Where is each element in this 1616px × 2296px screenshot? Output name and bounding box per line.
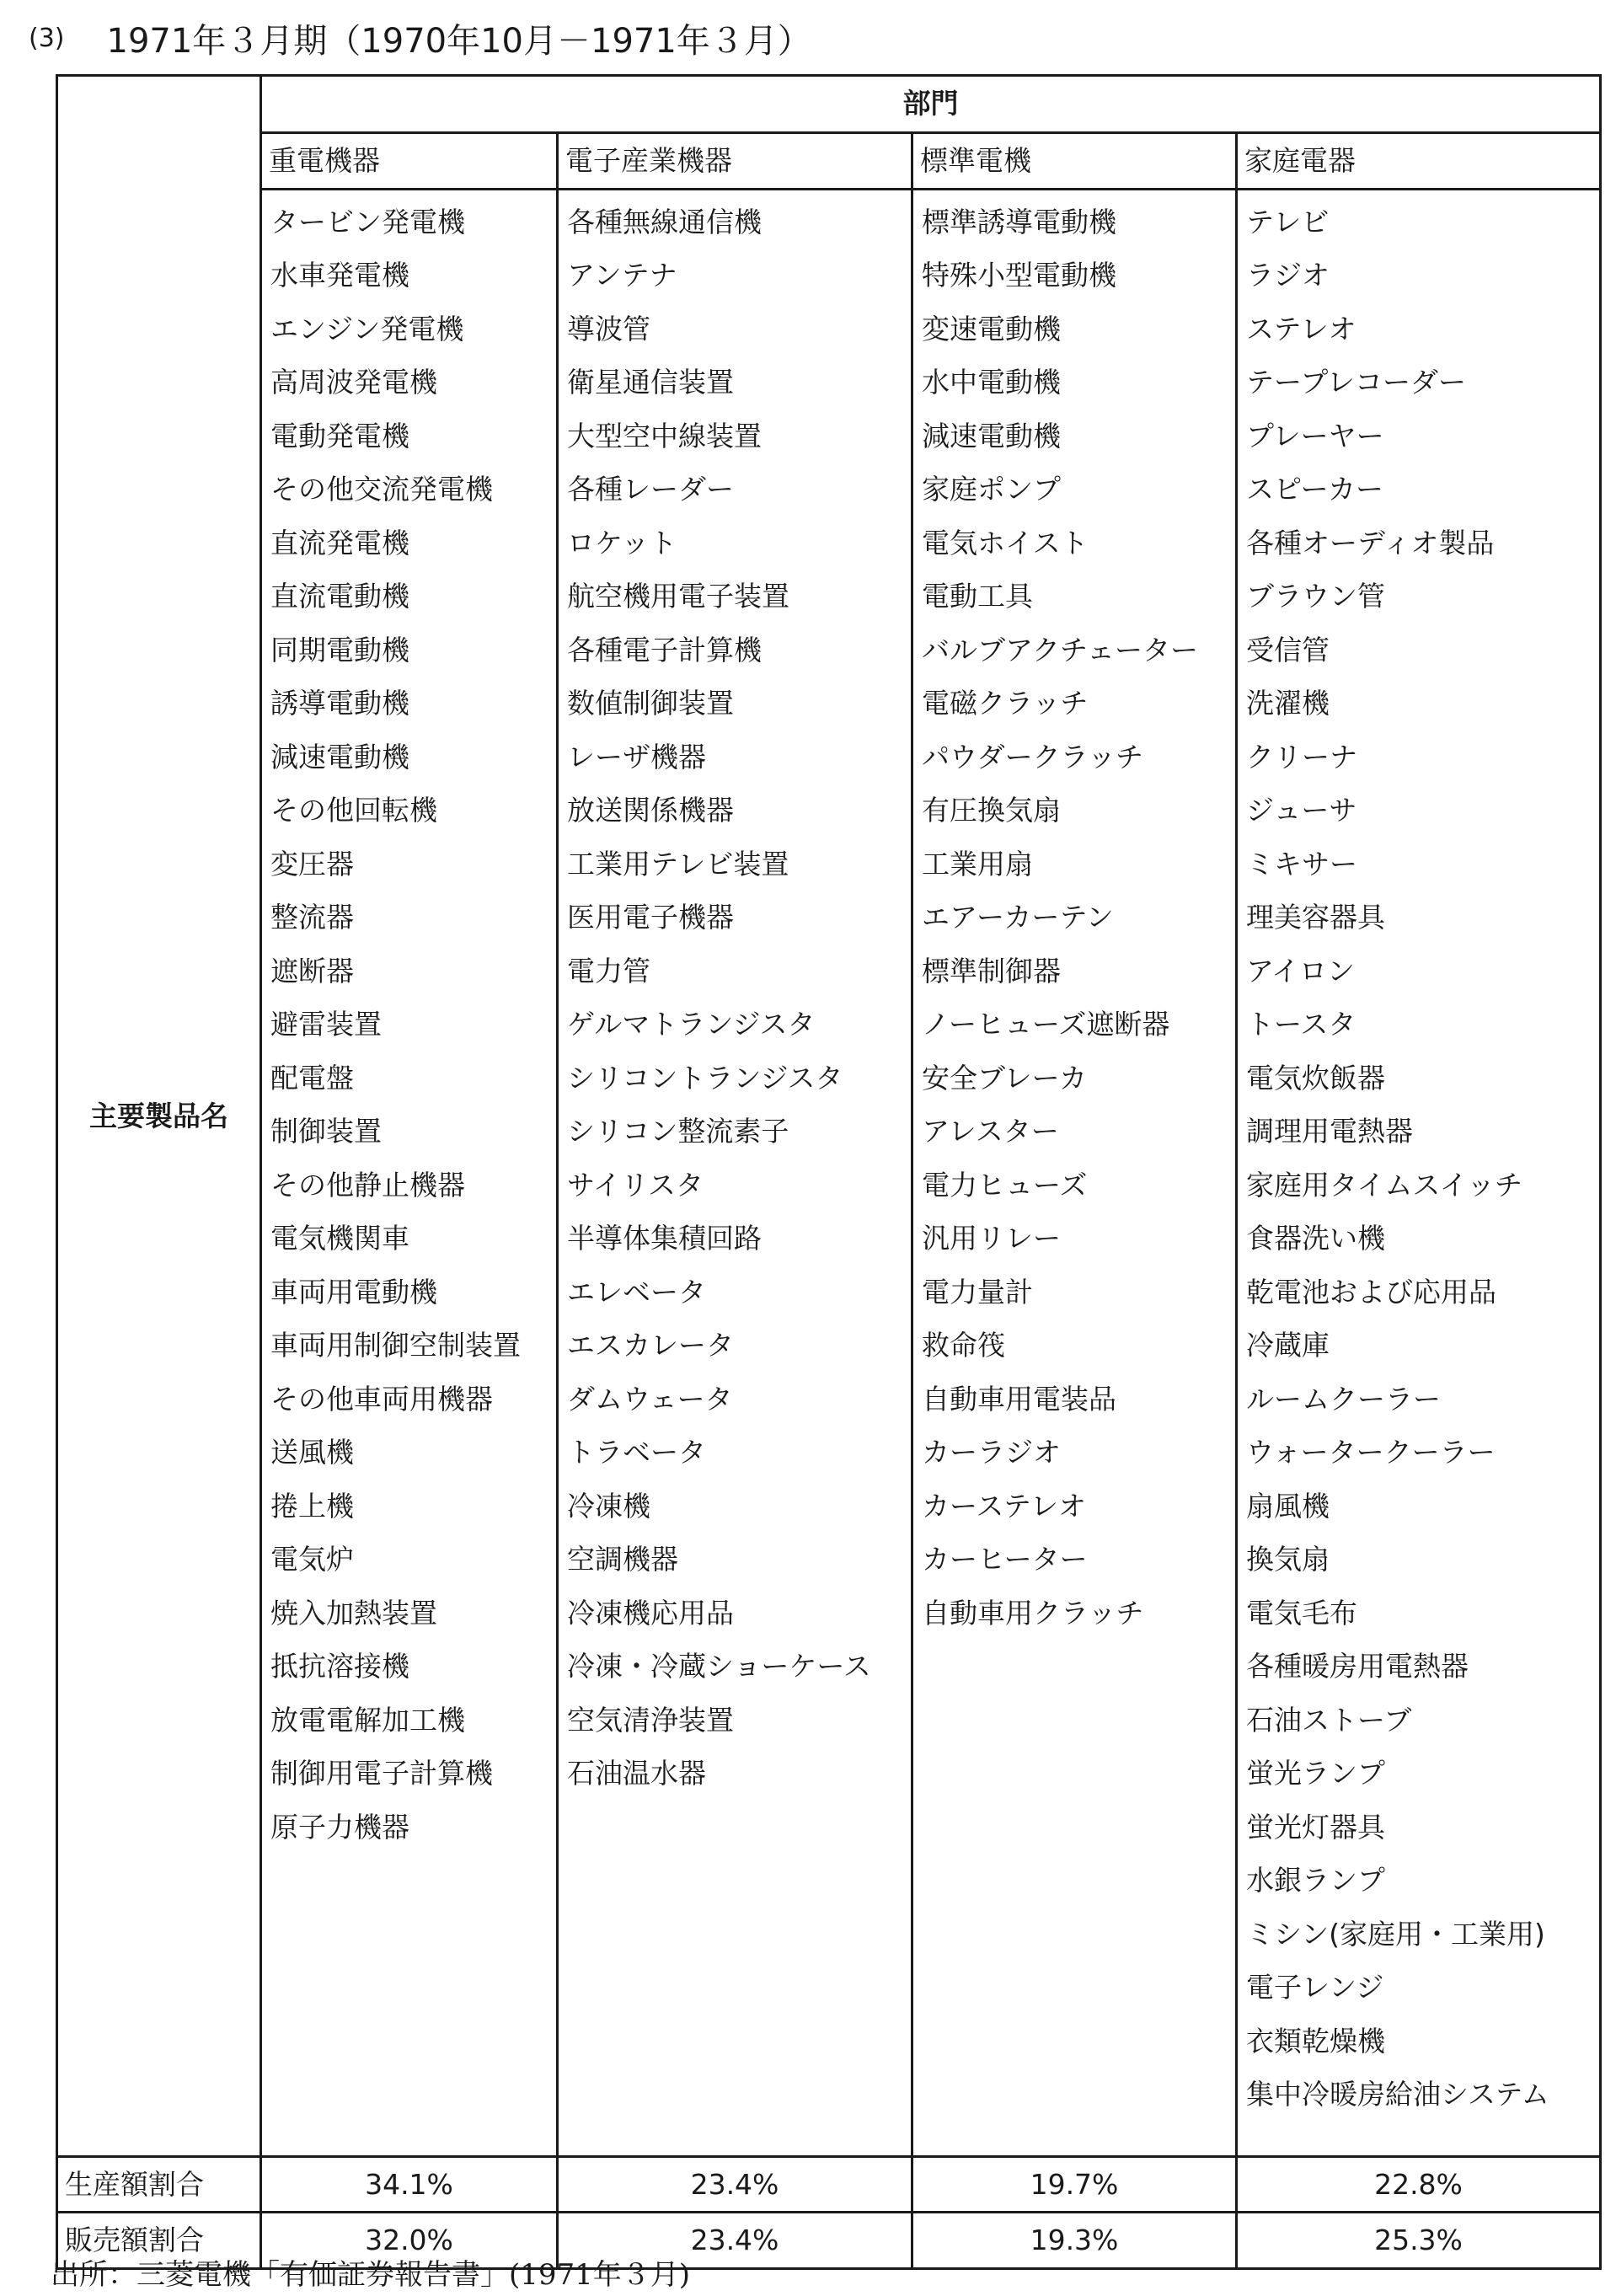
product-item: シリコン整流素子: [567, 1115, 789, 1148]
items-heavy-electric: [261, 189, 558, 2156]
product-item: アレスター: [922, 1115, 1059, 1148]
product-item: 各種無線通信機: [567, 205, 762, 238]
product-item: 工業用扇: [922, 847, 1033, 880]
product-item: 数値制御装置: [567, 687, 734, 720]
sales-share-value: 23.4%: [558, 2213, 912, 2269]
product-item: 有圧換気扇: [922, 794, 1061, 827]
product-item: 抵抗溶接機: [270, 1650, 409, 1683]
product-item: ウォータークーラー: [1246, 1436, 1496, 1469]
product-item: 食器洗い機: [1246, 1222, 1385, 1255]
product-item: サイリスタ: [567, 1168, 704, 1202]
product-item: カーラジオ: [922, 1436, 1061, 1469]
product-item: ノーヒューズ遮断器: [922, 1008, 1170, 1041]
product-item: その他静止機器: [270, 1168, 465, 1202]
product-item: 空調機器: [567, 1543, 678, 1576]
product-item: ラジオ: [1246, 259, 1330, 292]
product-item: ブラウン管: [1246, 580, 1385, 613]
product-item: 蛍光ランプ: [1246, 1757, 1385, 1790]
product-item: 整流器: [270, 901, 354, 934]
sales-share-value: 25.3%: [1237, 2213, 1601, 2269]
product-item: カーステレオ: [922, 1489, 1087, 1523]
product-item: 原子力機器: [270, 1810, 409, 1844]
section-heading: [29, 12, 811, 64]
section-title: 1971年３月期（1970年10月－1971年３月）: [106, 21, 811, 61]
sales-share-value: 32.0%: [261, 2213, 558, 2269]
product-item: 冷凍機: [567, 1489, 650, 1523]
product-item: 乾電池および応用品: [1246, 1275, 1496, 1309]
product-item: 焼入加熱装置: [270, 1596, 437, 1630]
product-item: ミシン(家庭用・工業用): [1246, 1917, 1545, 1951]
product-item: 理美容器具: [1246, 901, 1385, 934]
product-item: 減速電動機: [270, 740, 409, 773]
product-item: 自動車用電装品: [922, 1382, 1116, 1416]
department-header-row: [57, 76, 1601, 133]
product-item: 電子レンジ: [1246, 1971, 1384, 2004]
product-item: カーヒーター: [922, 1543, 1088, 1576]
product-item: 放送関係機器: [567, 794, 734, 827]
product-item: 冷凍・冷蔵ショーケース: [567, 1650, 871, 1683]
product-item: 放電電解加工機: [270, 1703, 465, 1737]
product-item: 誘導電動機: [270, 687, 409, 720]
product-item: 扇風機: [1246, 1489, 1330, 1523]
product-item: 石油ストーブ: [1246, 1703, 1412, 1737]
product-item: 集中冷暖房給油システム: [1246, 2078, 1549, 2111]
sales-share-value: 19.3%: [912, 2213, 1237, 2269]
product-item: タービン発電機: [270, 205, 465, 238]
product-item: スピーカー: [1246, 473, 1384, 506]
product-item: 受信管: [1246, 633, 1330, 666]
product-item: 冷凍機応用品: [567, 1596, 734, 1630]
production-share-value: 22.8%: [1237, 2156, 1601, 2213]
product-item: 導波管: [567, 312, 650, 345]
product-item: トースタ: [1246, 1008, 1356, 1041]
product-item: 半導体集積回路: [567, 1222, 762, 1255]
product-item: その他回転機: [270, 794, 437, 827]
source-note: 出所：三菱電機「有価証券報告書」(1971年３月): [51, 2258, 691, 2292]
column-header-home-appliances: 家庭電器: [1237, 133, 1601, 190]
product-item: バルブアクチェーター: [922, 633, 1199, 666]
product-item: 捲上機: [270, 1489, 354, 1523]
product-item: ゲルマトランジスタ: [567, 1008, 816, 1041]
product-item: その他交流発電機: [270, 473, 493, 506]
product-item: 換気扇: [1246, 1543, 1330, 1576]
product-item: 衣類乾燥機: [1246, 2024, 1385, 2058]
product-item: 水銀ランプ: [1246, 1864, 1385, 1897]
product-item: その他車両用機器: [270, 1382, 493, 1416]
product-item: 制御装置: [270, 1115, 382, 1148]
sales-share-label: 販売額割合: [57, 2213, 261, 2269]
product-item: クリーナ: [1246, 740, 1357, 773]
product-item: 避雷装置: [270, 1008, 382, 1041]
product-item: 調理用電熱器: [1246, 1115, 1413, 1148]
product-item: 制御用電子計算機: [270, 1757, 493, 1790]
product-item: 大型空中線装置: [567, 419, 762, 452]
product-item: 石油温水器: [567, 1757, 706, 1790]
department-header: 部門: [261, 76, 1601, 133]
product-item: 航空機用電子装置: [567, 580, 789, 613]
items-standard-electric: [912, 189, 1237, 2156]
product-item: 電磁クラッチ: [922, 687, 1089, 720]
product-item: 変圧器: [270, 847, 354, 880]
product-item: トラベータ: [567, 1436, 706, 1469]
product-item: 電気炊飯器: [1246, 1061, 1385, 1094]
production-share-value: 34.1%: [261, 2156, 558, 2213]
product-item: 救命筏: [922, 1329, 1005, 1362]
product-item: 自動車用クラッチ: [922, 1596, 1144, 1630]
product-item: 水車発電機: [270, 259, 409, 292]
product-item: 各種電子計算機: [567, 633, 762, 666]
product-item: ルームクーラー: [1246, 1382, 1441, 1416]
product-item: 冷蔵庫: [1246, 1329, 1330, 1362]
product-item: 洗濯機: [1246, 687, 1330, 720]
product-item: 電動発電機: [270, 419, 409, 452]
product-item: 電力量計: [922, 1275, 1033, 1309]
product-item: 電力管: [567, 954, 650, 987]
product-item: ステレオ: [1246, 312, 1356, 345]
product-item: 電力ヒューズ: [922, 1168, 1088, 1202]
product-items-row: [57, 189, 1601, 2156]
product-item: 変速電動機: [922, 312, 1061, 345]
production-share-label: 生産額割合: [57, 2156, 261, 2213]
product-item: 直流電動機: [270, 580, 409, 613]
product-item: 各種オーディオ製品: [1246, 526, 1495, 559]
product-item: 衛星通信装置: [567, 366, 734, 399]
product-item: テープレコーダー: [1246, 366, 1467, 399]
items-electronics: [558, 189, 912, 2156]
product-item: 高周波発電機: [270, 366, 437, 399]
product-item: 減速電動機: [922, 419, 1061, 452]
product-item: ジューサ: [1246, 794, 1357, 827]
product-item: 家庭ポンプ: [922, 473, 1061, 506]
product-item: 送風機: [270, 1436, 354, 1469]
product-item: テレビ: [1246, 205, 1330, 238]
column-header-electronics: 電子産業機器: [558, 133, 912, 190]
items-home-appliances: [1237, 189, 1601, 2156]
product-item: 配電盤: [270, 1061, 354, 1094]
product-item: アイロン: [1246, 954, 1356, 987]
product-item: 直流発電機: [270, 526, 409, 559]
product-item: 電気機関車: [270, 1222, 409, 1255]
product-item: エレベータ: [567, 1275, 706, 1309]
product-item: パウダークラッチ: [922, 740, 1144, 773]
product-item: 電気毛布: [1246, 1596, 1357, 1630]
product-item: シリコントランジスタ: [567, 1061, 843, 1094]
product-item: 標準誘導電動機: [922, 205, 1116, 238]
production-share-row: [57, 2156, 1601, 2213]
production-share-value: 19.7%: [912, 2156, 1237, 2213]
product-item: レーザ機器: [567, 740, 706, 773]
product-item: 空気清浄装置: [567, 1703, 734, 1737]
production-share-value: 23.4%: [558, 2156, 912, 2213]
product-item: 水中電動機: [922, 366, 1061, 399]
product-item: 車両用制御空制装置: [270, 1329, 521, 1362]
product-item: 特殊小型電動機: [922, 259, 1116, 292]
product-item: 工業用テレビ装置: [567, 847, 789, 880]
product-item: アンテナ: [567, 259, 677, 292]
product-item: ミキサー: [1246, 847, 1357, 880]
product-item: プレーヤー: [1246, 419, 1384, 452]
product-item: ロケット: [567, 526, 677, 559]
section-number: (3): [29, 23, 65, 53]
product-item: 車両用電動機: [270, 1275, 437, 1309]
product-item: ダムウェータ: [567, 1382, 733, 1416]
product-item: エンジン発電機: [270, 312, 464, 345]
row-label-products: 主要製品名: [57, 76, 261, 2157]
product-item: 家庭用タイムスイッチ: [1246, 1168, 1523, 1202]
product-item: 同期電動機: [270, 633, 409, 666]
product-item: 安全ブレーカ: [922, 1061, 1088, 1094]
product-table: [56, 74, 1602, 2270]
column-header-standard-electric: 標準電機: [912, 133, 1237, 190]
product-item: 遮断器: [270, 954, 354, 987]
product-item: 電気ホイスト: [922, 526, 1089, 559]
product-item: 蛍光灯器具: [1246, 1810, 1385, 1844]
product-item: 標準制御器: [922, 954, 1061, 987]
product-item: 電動工具: [922, 580, 1033, 613]
product-item: 各種レーダー: [567, 473, 734, 506]
column-header-heavy-electric: 重電機器: [261, 133, 558, 190]
product-item: 医用電子機器: [567, 901, 734, 934]
product-item: 電気炉: [270, 1543, 354, 1576]
column-header-row: [57, 133, 1601, 190]
product-item: 各種暖房用電熱器: [1246, 1650, 1469, 1683]
product-item: エスカレータ: [567, 1329, 734, 1362]
product-item: 汎用リレー: [922, 1222, 1061, 1255]
product-item: エアーカーテン: [922, 901, 1114, 934]
